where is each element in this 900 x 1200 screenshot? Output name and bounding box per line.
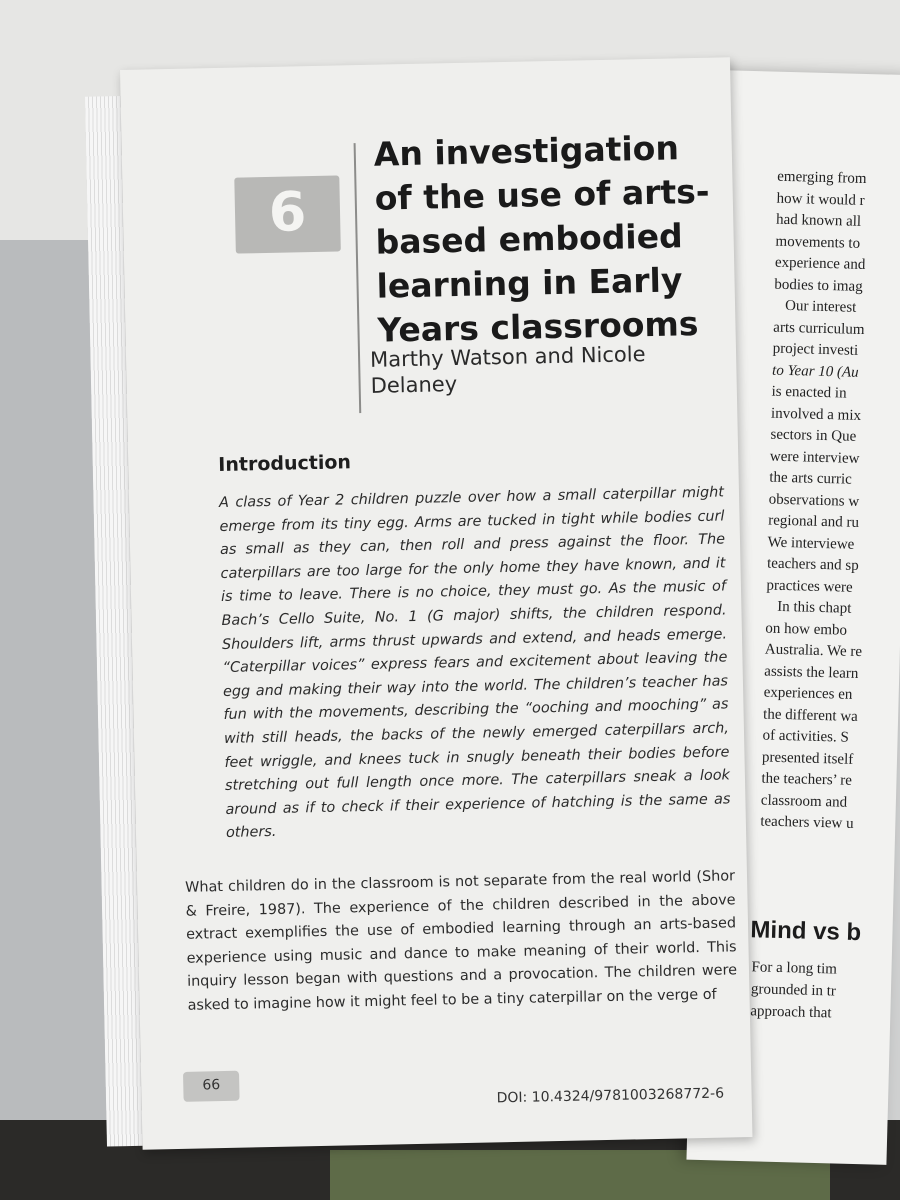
right-page-heading: Mind vs b [750,916,862,947]
left-page [120,57,752,1150]
doi-text: DOI: 10.4324/9781003268772-6 [496,1085,725,1107]
chapter-number-box [234,175,341,253]
page-number-box [183,1071,240,1102]
chapter-authors: Marthy Watson and Nicole Delaney [369,342,646,398]
body-paragraph: What children do in the classroom is not separate from the real world (Shor & Freire, 1987). The experience of the children described in the above extract exemplifies the use of embodied learning through an arts-based experience using music and dance to make meaning of their world. This inquiry lesson began with questions and a provocation. The children were asked to imagine how it might feel to be a tiny caterpillar on the verge of [184,868,738,1014]
page-number: 66 [202,1077,221,1094]
chapter-number: 6 [268,180,307,244]
title-divider [354,143,362,413]
intro-paragraph: A class of Year 2 children puzzle over how a small caterpillar might emerge from its tiny egg. Arms are tucked in tight while bodies curl as small as they can, then roll and press against the floor. The caterpillars are too large for the only home they have known, and it is time to leave. There is no choice, they must go. As the music of Bach’s Cello Suite, No. 1 (G major) shifts, the children respond. Shoulders lift, arms thrust upwards and extend, and heads emerge. “Caterpillar voices” express fears and excitement about leaving the egg and making their way into the world. The children’s teacher has fun with the movements, describing the “ooching and mooching” as with still heads, the backs of the newly emerged caterpillars arch, feet wriggle, and knees tuck in snugly beneath their bodies before stretching out full length once more. The caterpillars sneak a look around as if to check if their experience of hatching is the same as others. [218,484,731,842]
chapter-title: An investigation of the use of arts-based embodied learning in Early Years classrooms [373,128,710,350]
right-page-text: emerging from how it would r had known all movements to experience and bodies to imag Our interest arts curriculum project investi to Year 10 (Au is enacted in involved a mix sectors in Que were interview the arts curric observations w regional and ru We interviewe teachers and sp practices were In this chapt on how embo Australia. We re assists the learn experiences en the different wa of activities. S presented itself the teachers’ re classroom and teachers view u [760,168,867,832]
section-heading: Introduction [218,451,352,477]
right-page-text-lower: For a long tim grounded in tr approach that [750,959,838,1022]
